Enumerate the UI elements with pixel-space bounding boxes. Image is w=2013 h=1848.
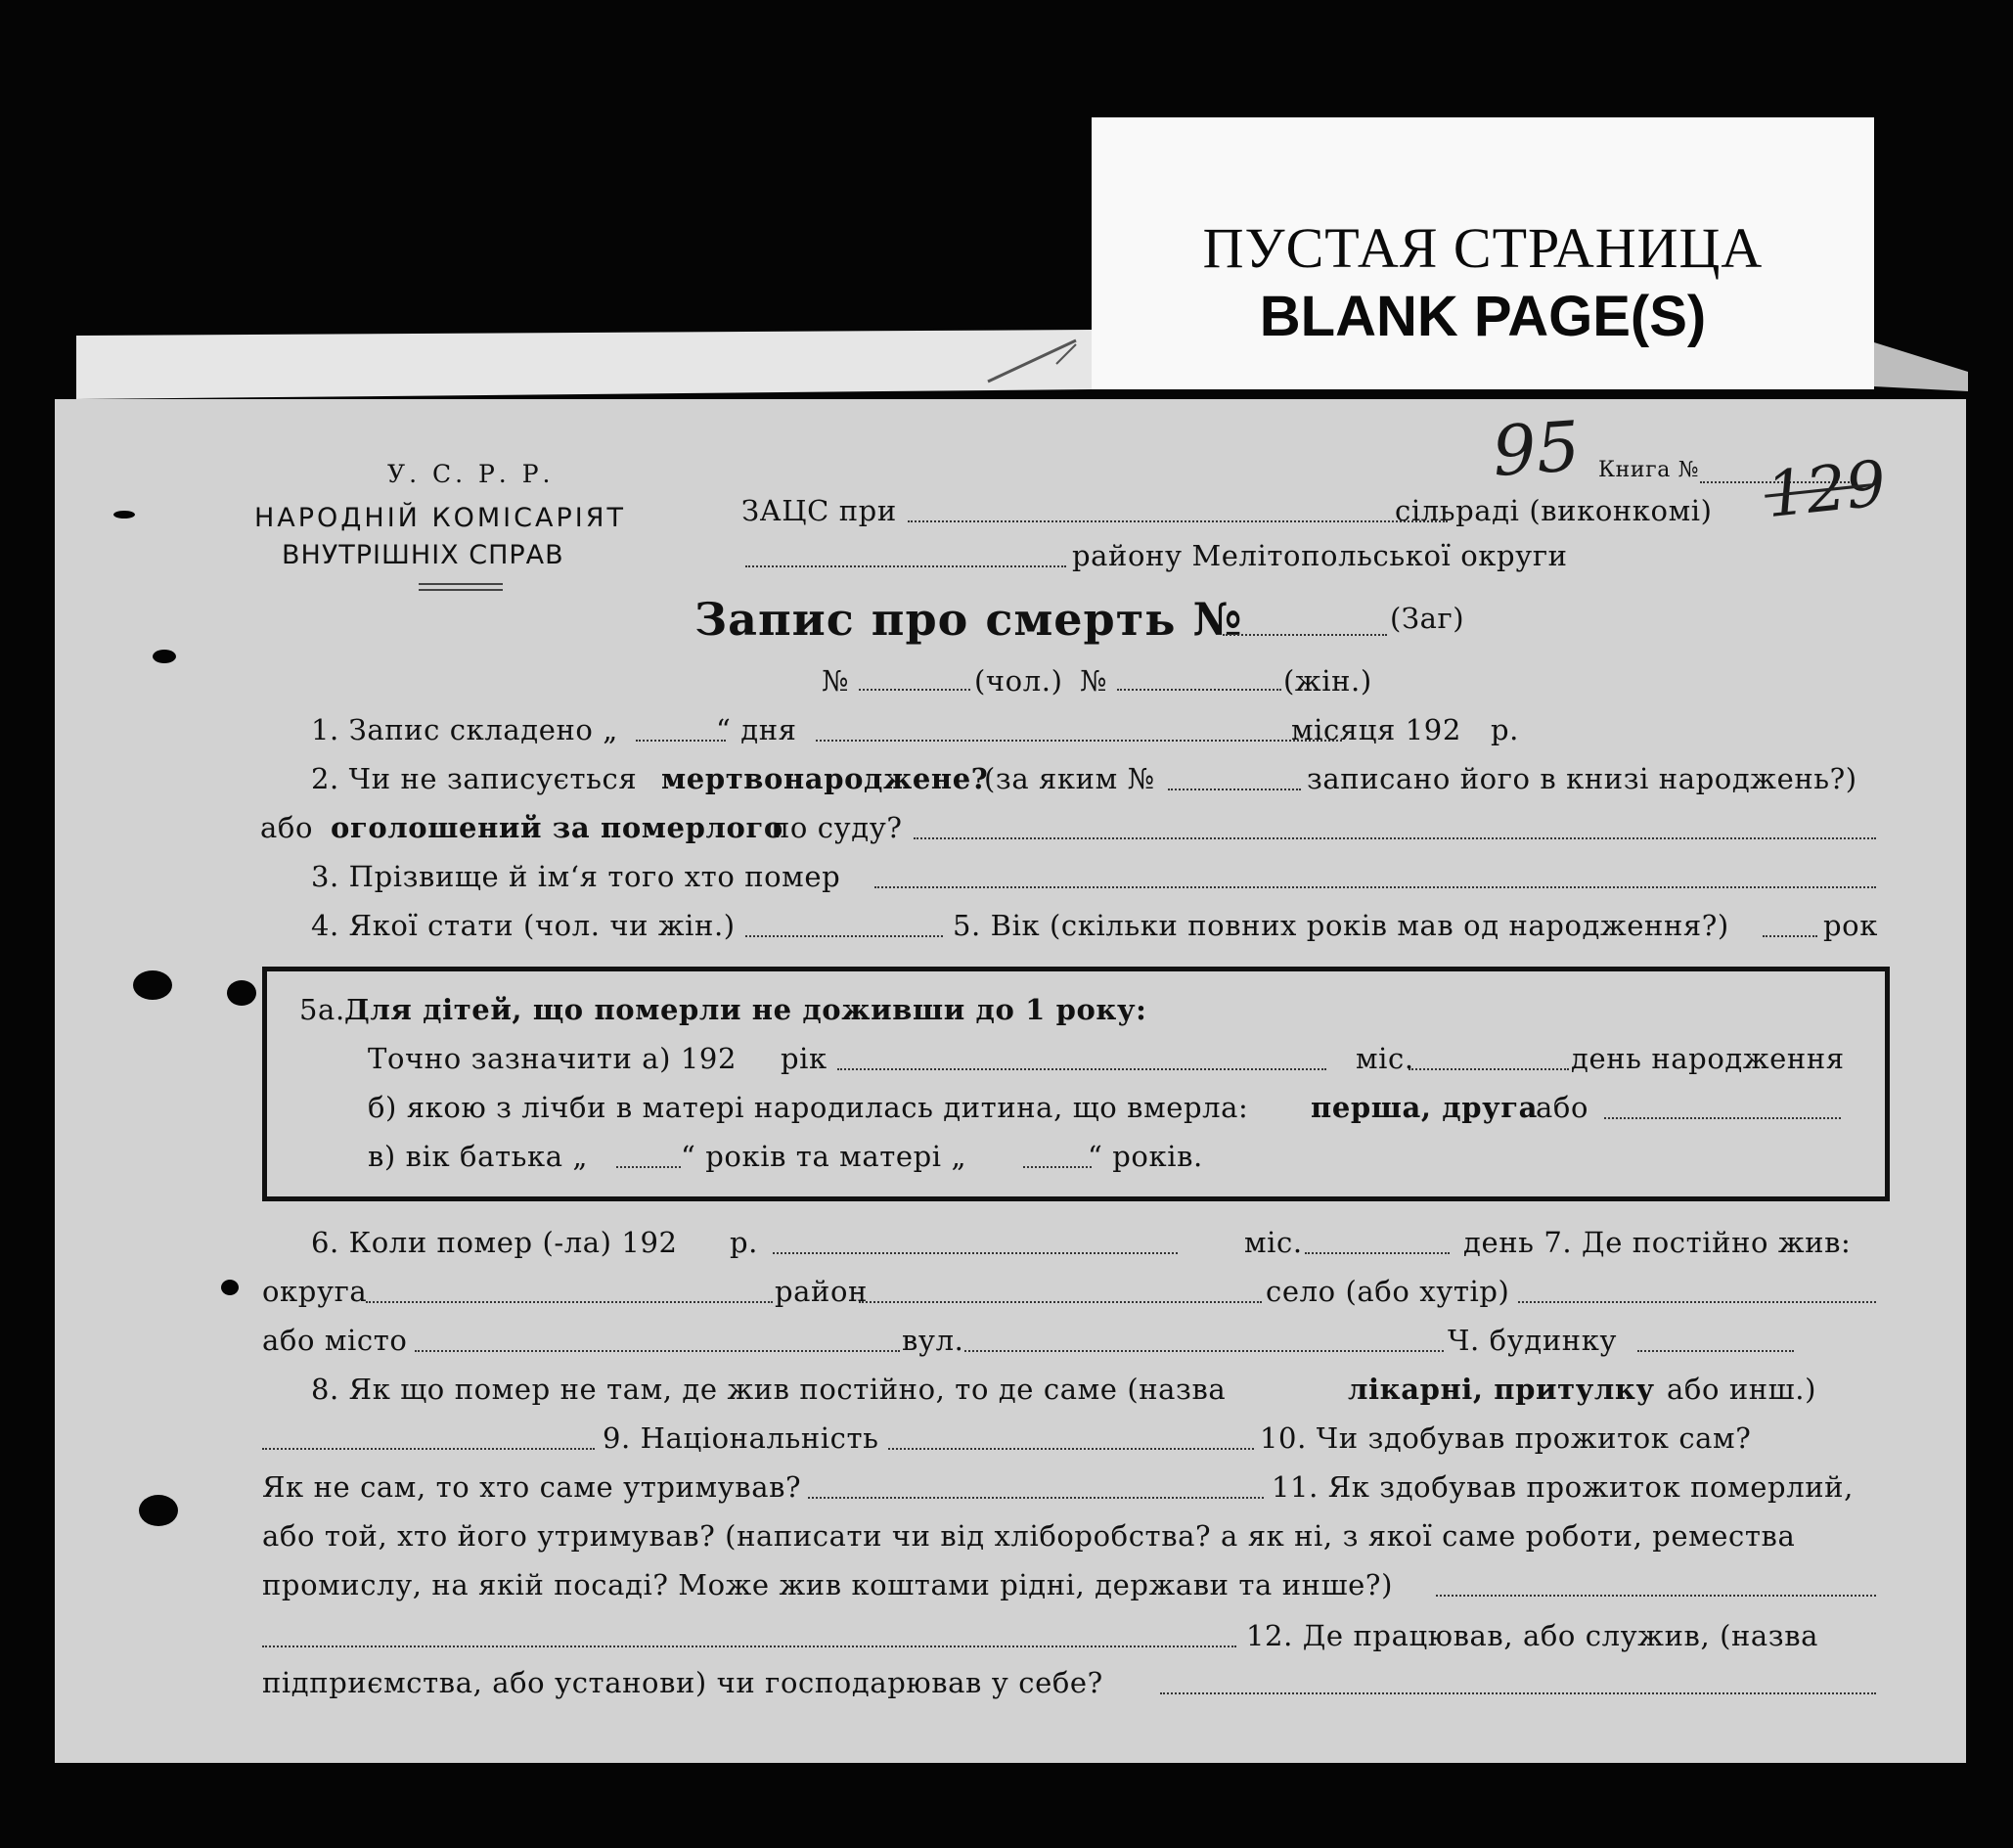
item5a-a-label: Точно зазначити а) 192 <box>368 1042 737 1075</box>
item5a-father-age-field[interactable] <box>616 1166 681 1168</box>
item5a-number: 5а. <box>299 993 345 1026</box>
record-number-field[interactable] <box>1223 634 1387 636</box>
male-number-prefix: № <box>822 664 850 698</box>
district-field[interactable] <box>745 565 1066 567</box>
item4-sex-field[interactable] <box>745 935 943 937</box>
punch-hole <box>133 970 172 1000</box>
commissariat-label: НАРОДНІЙ КОМІСАРІЯТ <box>254 503 626 533</box>
item6-month-label: міс. <box>1244 1226 1303 1259</box>
item7-village-field[interactable] <box>1518 1301 1876 1303</box>
punch-hole <box>113 511 135 518</box>
item8-other: або инш.) <box>1667 1373 1816 1406</box>
item5a-year-field[interactable] <box>837 1068 1326 1070</box>
item4-label: 4. Якої стати (чол. чи жін.) <box>311 909 736 942</box>
item6-day-field[interactable] <box>1305 1252 1450 1254</box>
item7-city-field[interactable] <box>415 1350 900 1352</box>
affairs-label: ВНУТРІШНІХ СПРАВ <box>282 540 564 570</box>
item5a-title: Для дітей, що померли не доживши до 1 року: <box>344 993 1147 1026</box>
female-number-prefix: № <box>1080 664 1108 698</box>
item3-label: 3. Прізвище й ім‘я того хто помер <box>311 860 841 893</box>
item11-occupation-field[interactable] <box>1436 1595 1876 1597</box>
title-suffix: (Заг) <box>1390 602 1465 635</box>
item5a-month-field[interactable] <box>1409 1068 1569 1070</box>
slip-russian-text: ПУСТАЯ СТРАНИЦА <box>1202 216 1764 280</box>
item6-label: 6. Коли помер (-ла) 192 <box>311 1226 678 1259</box>
female-label: (жін.) <box>1283 664 1372 698</box>
item7-district-field[interactable] <box>366 1301 773 1303</box>
item11-question: або той, хто його утримував? (написати чи від хліборобства? а як ні, з якої саме роботи, ремества <box>262 1519 1796 1553</box>
item5a-c-mother: “ років та матері „ <box>681 1140 967 1173</box>
item5-years-label: рок <box>1823 909 1878 942</box>
item7-house-label: Ч. будинку <box>1448 1324 1618 1357</box>
item7-village-label: село (або хутір) <box>1266 1275 1510 1308</box>
item5a-b-choice: перша, друга <box>1311 1091 1539 1124</box>
item6-year-field[interactable] <box>773 1252 1178 1254</box>
item3-name-field[interactable] <box>874 886 1876 888</box>
item2-stillborn: мертвонароджене? <box>661 762 989 795</box>
item5a-a-year: рік <box>781 1042 828 1075</box>
item7-raion-field[interactable] <box>859 1301 1262 1303</box>
item5a-b-label: б) якою з лічби в матері народилась дитина, що вмерла: <box>368 1091 1249 1124</box>
item2-births-label: записано його в книзі народжень?) <box>1307 762 1857 795</box>
punch-hole <box>153 650 176 663</box>
item8-hospital: лікарні, притулку <box>1348 1373 1655 1406</box>
item2-label: 2. Чи не записується <box>311 762 638 795</box>
village-council-label: сільраді (виконкомі) <box>1395 494 1713 527</box>
form-title: Запис про смерть № <box>694 593 1243 646</box>
item8-label: 8. Як що помер не там, де жив постійно, то де саме (назва <box>311 1373 1227 1406</box>
zags-at-label: ЗАЦС при <box>741 494 897 527</box>
item1-label: 1. Запис складено „ <box>311 713 618 746</box>
header-rule <box>419 583 503 585</box>
item10-label: 10. Чи здобував прожиток сам? <box>1260 1421 1752 1455</box>
male-label: (чол.) <box>974 664 1063 698</box>
item11-question-cont: промислу, на якій посаді? Може жив коштами рідні, держави та инше?) <box>262 1568 1393 1601</box>
district-label: району Мелітопольської округи <box>1072 539 1568 572</box>
item8-place-field[interactable] <box>262 1448 595 1450</box>
male-number-field[interactable] <box>859 689 970 691</box>
item7-street-field[interactable] <box>964 1350 1444 1352</box>
book-number-handwritten: 129 <box>1763 447 1890 533</box>
item5-age-field[interactable] <box>1763 935 1817 937</box>
slip-english-text: BLANK PAGE(S) <box>1259 285 1707 348</box>
item5a-c-label: в) вік батька „ <box>368 1140 589 1173</box>
female-number-field[interactable] <box>1117 689 1281 691</box>
item5a-c-years: “ років. <box>1088 1140 1203 1173</box>
item6-year-label: р. <box>730 1226 758 1259</box>
item5a-a-birth: день народження <box>1571 1042 1845 1075</box>
item2-declared-dead: оголошений за померлого <box>331 811 783 844</box>
item9-label: 9. Національність <box>603 1421 879 1455</box>
item11-occupation-field-cont[interactable] <box>262 1645 1236 1647</box>
item5-label: 5. Вік (скільки повних років мав од народження?) <box>953 909 1729 942</box>
punch-hole <box>221 1280 239 1295</box>
punch-hole <box>227 980 256 1006</box>
book-label: Книга № <box>1598 458 1700 482</box>
item9-nationality-field[interactable] <box>888 1448 1254 1450</box>
item6-day-label: день 7. Де постійно жив: <box>1463 1226 1852 1259</box>
item7-street-label: вул. <box>902 1324 964 1357</box>
header-rule <box>419 589 503 591</box>
item7-district-label: округа <box>262 1275 368 1308</box>
item2-number-label: (за яким № <box>984 762 1155 795</box>
item1-day-field[interactable] <box>636 740 726 742</box>
republic-label: У. С. Р. Р. <box>387 460 555 488</box>
zags-field[interactable] <box>908 520 1448 522</box>
item2-court: по суду? <box>771 811 903 844</box>
item1-day-label: “ дня <box>716 713 797 746</box>
punch-hole <box>139 1495 178 1526</box>
item12-question: підприємства, або установи) чи господарював у себе? <box>262 1666 1103 1699</box>
item5a-a-month: міс. <box>1356 1042 1414 1075</box>
item5a-order-field[interactable] <box>1604 1117 1841 1119</box>
item5a-mother-age-field[interactable] <box>1023 1166 1092 1168</box>
item1-month-label: місяця 192 <box>1291 713 1461 746</box>
page-number-handwritten: 95 <box>1490 405 1583 493</box>
item7-raion-label: район <box>775 1275 868 1308</box>
item2-number-field[interactable] <box>1168 789 1301 790</box>
item1-year-label: р. <box>1491 713 1519 746</box>
item10-supporter-field[interactable] <box>808 1497 1264 1499</box>
death-record-form <box>55 399 1966 1763</box>
item1-month-field[interactable] <box>816 740 1342 742</box>
item2-or: або <box>260 811 314 844</box>
item5a-b-or: або <box>1536 1091 1589 1124</box>
item10-supporter-label: Як не сам, то хто саме утримував? <box>262 1470 802 1504</box>
blank-page-slip <box>1092 117 1874 389</box>
item12-label: 12. Де працював, або служив, (назва <box>1246 1619 1819 1652</box>
item11-label: 11. Як здобував прожиток померлий, <box>1272 1470 1854 1504</box>
item7-city-label: або місто <box>262 1324 408 1357</box>
item12-workplace-field[interactable] <box>1160 1692 1876 1694</box>
item2-court-field[interactable] <box>914 837 1876 839</box>
item7-house-field[interactable] <box>1637 1350 1794 1352</box>
